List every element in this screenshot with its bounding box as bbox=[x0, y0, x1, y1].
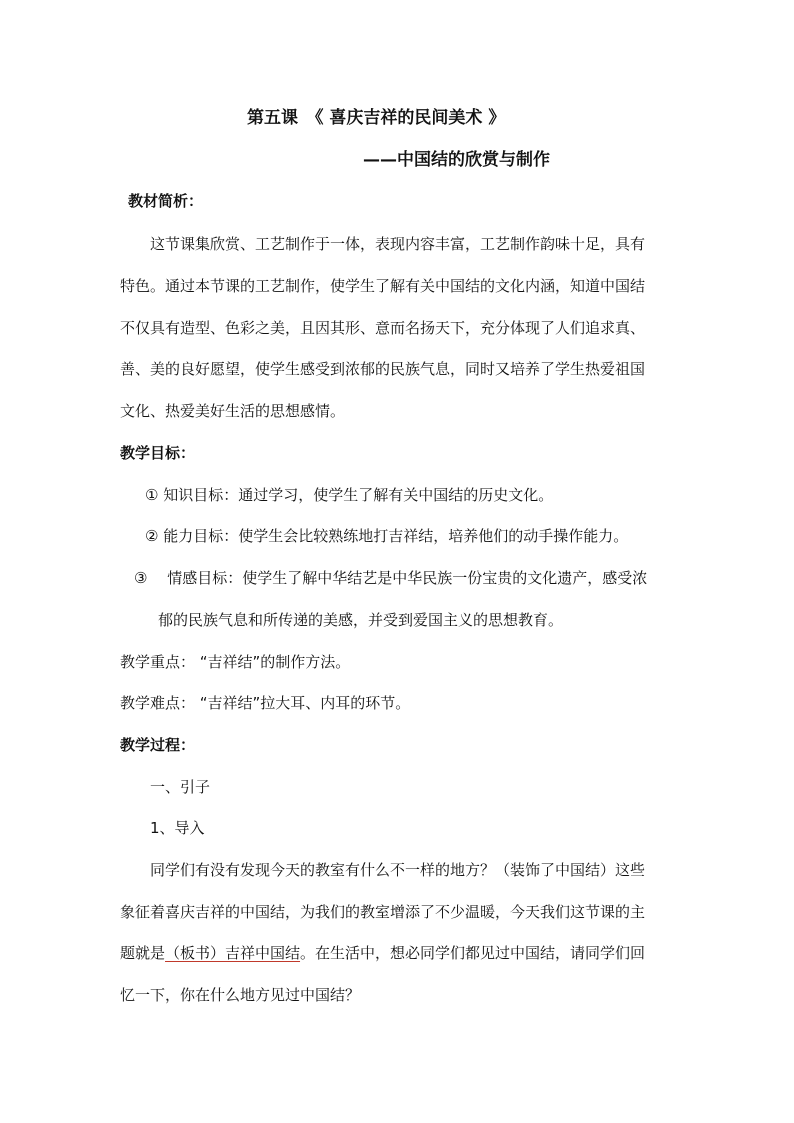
board-note: （板书）吉祥中国结 bbox=[165, 944, 301, 962]
intro-line-1: 同学们有没有发现今天的教室有什么不一样的地方？（装饰了中国结）这些 bbox=[150, 861, 646, 879]
analysis-heading: 教材简析： bbox=[128, 192, 204, 210]
analysis-line-2: 特色。通过本节课的工艺制作，使学生了解有关中国结的文化内涵，知道中国结 bbox=[120, 277, 646, 295]
goal-emotion: ③ 情感目标：使学生了解中华结艺是中华民族一份宝贵的文化遗产，感受浓 bbox=[134, 569, 648, 587]
process-heading: 教学过程： bbox=[120, 736, 196, 754]
intro-line-3-post: 。在生活中，想必同学们都见过中国结，请同学们回 bbox=[300, 944, 646, 962]
process-step-1-1: 1、导入 bbox=[150, 819, 205, 837]
goal-emotion-cont: 郁的民族气息和所传递的美感，并受到爱国主义的思想教育。 bbox=[158, 611, 564, 629]
lesson-title: 第五课 《 喜庆吉祥的民间美术 》 bbox=[247, 108, 506, 128]
analysis-line-5: 文化、热爱美好生活的思想感情。 bbox=[120, 402, 346, 420]
lesson-subtitle: ——中国结的欣赏与制作 bbox=[363, 150, 550, 170]
intro-line-3-pre: 题就是 bbox=[120, 944, 166, 962]
analysis-line-3: 不仅具有造型、色彩之美，且因其形、意而名扬天下，充分体现了人们追求真、 bbox=[120, 319, 646, 337]
intro-line-3 bbox=[120, 943, 645, 963]
goal-ability: ② 能力目标：使学生会比较熟练地打吉祥结，培养他们的动手操作能力。 bbox=[145, 527, 629, 545]
intro-line-2: 象征着喜庆吉祥的中国结，为我们的教室增添了不少温暖，今天我们这节课的主 bbox=[120, 903, 646, 921]
key-point: 教学重点： “吉祥结”的制作方法。 bbox=[120, 653, 351, 671]
analysis-line-4: 善、美的良好愿望，使学生感受到浓郁的民族气息，同时又培养了学生热爱祖国 bbox=[120, 360, 646, 378]
process-step-1: 一、引子 bbox=[150, 778, 211, 796]
analysis-line-1: 这节课集欣赏、工艺制作于一体，表现内容丰富，工艺制作韵味十足，具有 bbox=[150, 235, 646, 253]
intro-line-4: 忆一下，你在什么地方见过中国结？ bbox=[120, 986, 361, 1004]
difficulty: 教学难点： “吉祥结”拉大耳、内耳的环节。 bbox=[120, 694, 411, 712]
goal-knowledge: ① 知识目标：通过学习，使学生了解有关中国结的历史文化。 bbox=[145, 486, 554, 504]
goals-heading: 教学目标： bbox=[120, 444, 196, 462]
